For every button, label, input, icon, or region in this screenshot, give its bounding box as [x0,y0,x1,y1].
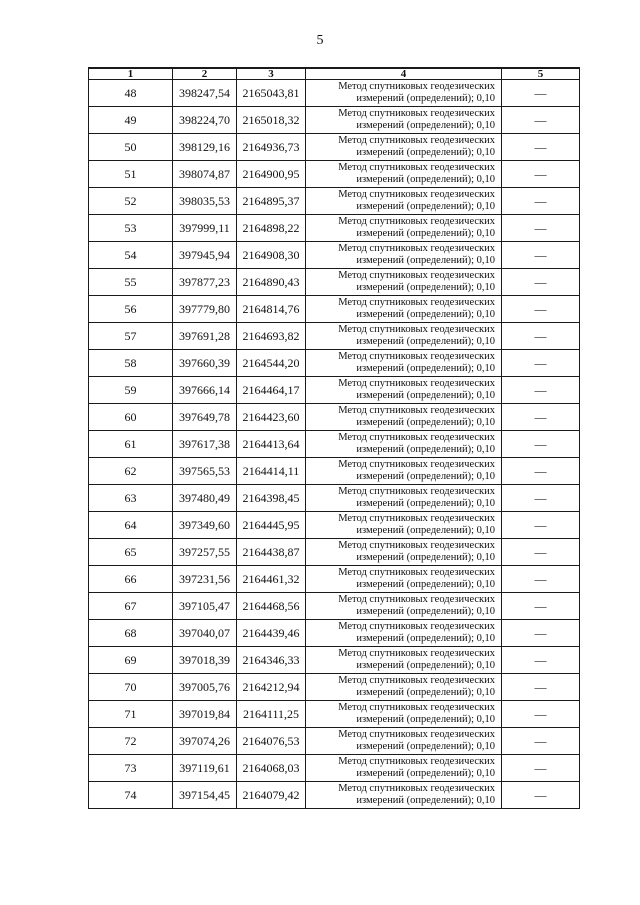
table-row [89,701,580,728]
extra-cell: — [502,701,580,728]
method-text-line: Метод спутниковых геодезических [338,377,495,389]
x-coordinate-cell: 397105,47 [173,593,237,620]
method-text-line: Метод спутниковых геодезических [338,620,495,632]
point-number-cell: 67 [89,593,173,620]
method-text-line: измерений (определений); 0,10 [356,525,495,536]
x-coordinate-cell: 397154,45 [173,782,237,809]
method-text-line: измерений (определений); 0,10 [356,687,495,698]
y-coordinate-cell: 2164439,46 [237,620,306,647]
method-text-line: измерений (определений); 0,10 [356,147,495,158]
method-text-line: измерений (определений); 0,10 [356,633,495,644]
x-coordinate-cell: 397666,14 [173,377,237,404]
extra-cell: — [502,431,580,458]
y-coordinate-cell: 2164346,33 [237,647,306,674]
method-cell [306,377,502,404]
x-coordinate-cell: 398074,87 [173,161,237,188]
table-row [89,485,580,512]
extra-cell: — [502,512,580,539]
extra-cell: — [502,728,580,755]
point-number-cell: 57 [89,323,173,350]
table-row [89,107,580,134]
point-number-cell: 58 [89,350,173,377]
column-header-3: 3 [237,68,306,80]
y-coordinate-cell: 2164900,95 [237,161,306,188]
table-row [89,458,580,485]
y-coordinate-cell: 2164895,37 [237,188,306,215]
method-text-line: измерений (определений); 0,10 [356,660,495,671]
point-number-cell: 70 [89,674,173,701]
extra-cell: — [502,134,580,161]
table-row [89,377,580,404]
point-number-cell: 48 [89,80,173,107]
x-coordinate-cell: 398247,54 [173,80,237,107]
y-coordinate-cell: 2164398,45 [237,485,306,512]
x-coordinate-cell: 397649,78 [173,404,237,431]
y-coordinate-cell: 2164076,53 [237,728,306,755]
method-text-line: измерений (определений); 0,10 [356,606,495,617]
method-cell [306,458,502,485]
extra-cell: — [502,323,580,350]
extra-cell: — [502,755,580,782]
method-cell [306,755,502,782]
point-number-cell: 68 [89,620,173,647]
method-text-line: Метод спутниковых геодезических [338,134,495,146]
method-text-line: измерений (определений); 0,10 [356,228,495,239]
extra-cell: — [502,350,580,377]
method-text-line: Метод спутниковых геодезических [338,593,495,605]
method-text-line: измерений (определений); 0,10 [356,363,495,374]
method-text-line: измерений (определений); 0,10 [356,255,495,266]
method-cell [306,215,502,242]
point-number-cell: 55 [89,269,173,296]
extra-cell: — [502,782,580,809]
y-coordinate-cell: 2164423,60 [237,404,306,431]
x-coordinate-cell: 397617,38 [173,431,237,458]
point-number-cell: 69 [89,647,173,674]
extra-cell: — [502,566,580,593]
method-text-line: Метод спутниковых геодезических [338,80,495,92]
point-number-cell: 49 [89,107,173,134]
table-row [89,647,580,674]
column-header-5: 5 [502,68,580,80]
method-text-line: измерений (определений); 0,10 [356,390,495,401]
method-cell [306,296,502,323]
method-cell [306,134,502,161]
x-coordinate-cell: 398224,70 [173,107,237,134]
method-cell [306,701,502,728]
extra-cell: — [502,80,580,107]
method-text-line: измерений (определений); 0,10 [356,471,495,482]
point-number-cell: 54 [89,242,173,269]
method-text-line: измерений (определений); 0,10 [356,741,495,752]
extra-cell: — [502,296,580,323]
y-coordinate-cell: 2164413,64 [237,431,306,458]
method-text-line: Метод спутниковых геодезических [338,512,495,524]
table-row [89,242,580,269]
x-coordinate-cell: 397119,61 [173,755,237,782]
table-row [89,593,580,620]
method-text-line: измерений (определений); 0,10 [356,579,495,590]
y-coordinate-cell: 2164414,11 [237,458,306,485]
method-text-line: Метод спутниковых геодезических [338,107,495,119]
y-coordinate-cell: 2165043,81 [237,80,306,107]
method-text-line: Метод спутниковых геодезических [338,323,495,335]
extra-cell: — [502,377,580,404]
method-cell [306,188,502,215]
point-number-cell: 63 [89,485,173,512]
x-coordinate-cell: 397018,39 [173,647,237,674]
y-coordinate-cell: 2164461,32 [237,566,306,593]
extra-cell: — [502,674,580,701]
table-row [89,269,580,296]
table-row [89,728,580,755]
point-number-cell: 65 [89,539,173,566]
y-coordinate-cell: 2165018,32 [237,107,306,134]
method-text-line: измерений (определений); 0,10 [356,93,495,104]
method-text-line: Метод спутниковых геодезических [338,350,495,362]
method-cell [306,80,502,107]
method-cell [306,323,502,350]
point-number-cell: 73 [89,755,173,782]
table-row [89,566,580,593]
method-text-line: измерений (определений); 0,10 [356,417,495,428]
method-cell [306,647,502,674]
point-number-cell: 59 [89,377,173,404]
coordinates-table [88,67,580,809]
point-number-cell: 74 [89,782,173,809]
column-header-4: 4 [306,68,502,80]
x-coordinate-cell: 397019,84 [173,701,237,728]
method-text-line: Метод спутниковых геодезических [338,215,495,227]
x-coordinate-cell: 397999,11 [173,215,237,242]
method-text-line: Метод спутниковых геодезических [338,458,495,470]
extra-cell: — [502,107,580,134]
table-row [89,161,580,188]
table-row [89,323,580,350]
x-coordinate-cell: 397257,55 [173,539,237,566]
extra-cell: — [502,404,580,431]
extra-cell: — [502,539,580,566]
method-cell [306,539,502,566]
method-cell [306,782,502,809]
method-text-line: измерений (определений); 0,10 [356,498,495,509]
method-text-line: Метод спутниковых геодезических [338,647,495,659]
y-coordinate-cell: 2164079,42 [237,782,306,809]
x-coordinate-cell: 397480,49 [173,485,237,512]
method-text-line: Метод спутниковых геодезических [338,485,495,497]
method-text-line: Метод спутниковых геодезических [338,404,495,416]
method-text-line: измерений (определений); 0,10 [356,174,495,185]
extra-cell: — [502,242,580,269]
extra-cell: — [502,458,580,485]
method-text-line: Метод спутниковых геодезических [338,431,495,443]
method-text-line: Метод спутниковых геодезических [338,161,495,173]
method-cell [306,728,502,755]
method-text-line: измерений (определений); 0,10 [356,309,495,320]
x-coordinate-cell: 398035,53 [173,188,237,215]
table-row [89,215,580,242]
y-coordinate-cell: 2164438,87 [237,539,306,566]
method-text-line: Метод спутниковых геодезических [338,296,495,308]
method-cell [306,431,502,458]
point-number-cell: 61 [89,431,173,458]
table-row [89,296,580,323]
method-text-line: Метод спутниковых геодезических [338,539,495,551]
x-coordinate-cell: 397005,76 [173,674,237,701]
y-coordinate-cell: 2164908,30 [237,242,306,269]
y-coordinate-cell: 2164464,17 [237,377,306,404]
extra-cell: — [502,485,580,512]
method-text-line: измерений (определений); 0,10 [356,201,495,212]
extra-cell: — [502,188,580,215]
point-number-cell: 66 [89,566,173,593]
x-coordinate-cell: 397349,60 [173,512,237,539]
point-number-cell: 50 [89,134,173,161]
x-coordinate-cell: 397877,23 [173,269,237,296]
x-coordinate-cell: 397040,07 [173,620,237,647]
method-text-line: Метод спутниковых геодезических [338,728,495,740]
y-coordinate-cell: 2164212,94 [237,674,306,701]
y-coordinate-cell: 2164890,43 [237,269,306,296]
point-number-cell: 71 [89,701,173,728]
y-coordinate-cell: 2164693,82 [237,323,306,350]
table-header-row [89,68,580,80]
table-row [89,620,580,647]
table-row [89,782,580,809]
column-header-1: 1 [89,68,173,80]
method-text-line: измерений (определений); 0,10 [356,336,495,347]
point-number-cell: 53 [89,215,173,242]
method-text-line: Метод спутниковых геодезических [338,242,495,254]
method-text-line: Метод спутниковых геодезических [338,782,495,794]
point-number-cell: 51 [89,161,173,188]
method-text-line: измерений (определений); 0,10 [356,795,495,806]
method-cell [306,593,502,620]
y-coordinate-cell: 2164068,03 [237,755,306,782]
method-text-line: измерений (определений); 0,10 [356,444,495,455]
x-coordinate-cell: 398129,16 [173,134,237,161]
method-text-line: Метод спутниковых геодезических [338,674,495,686]
y-coordinate-cell: 2164111,25 [237,701,306,728]
table-row [89,512,580,539]
x-coordinate-cell: 397565,53 [173,458,237,485]
point-number-cell: 60 [89,404,173,431]
method-cell [306,404,502,431]
method-text-line: измерений (определений); 0,10 [356,282,495,293]
y-coordinate-cell: 2164936,73 [237,134,306,161]
method-cell [306,269,502,296]
method-text-line: Метод спутниковых геодезических [338,269,495,281]
extra-cell: — [502,647,580,674]
method-cell [306,620,502,647]
table-body [89,80,580,809]
method-text-line: Метод спутниковых геодезических [338,566,495,578]
point-number-cell: 56 [89,296,173,323]
extra-cell: — [502,593,580,620]
x-coordinate-cell: 397945,94 [173,242,237,269]
x-coordinate-cell: 397074,26 [173,728,237,755]
method-cell [306,566,502,593]
table-row [89,80,580,107]
method-cell [306,485,502,512]
point-number-cell: 72 [89,728,173,755]
method-text-line: измерений (определений); 0,10 [356,768,495,779]
table-row [89,134,580,161]
method-text-line: измерений (определений); 0,10 [356,714,495,725]
method-cell [306,350,502,377]
extra-cell: — [502,161,580,188]
extra-cell: — [502,269,580,296]
x-coordinate-cell: 397691,28 [173,323,237,350]
method-text-line: Метод спутниковых геодезических [338,188,495,200]
y-coordinate-cell: 2164898,22 [237,215,306,242]
table-row [89,755,580,782]
extra-cell: — [502,215,580,242]
x-coordinate-cell: 397779,80 [173,296,237,323]
page-number: 5 [316,33,324,48]
table-row [89,188,580,215]
method-text-line: Метод спутниковых геодезических [338,755,495,767]
method-cell [306,242,502,269]
point-number-cell: 52 [89,188,173,215]
x-coordinate-cell: 397231,56 [173,566,237,593]
point-number-cell: 62 [89,458,173,485]
method-cell [306,512,502,539]
table-row [89,350,580,377]
y-coordinate-cell: 2164814,76 [237,296,306,323]
method-cell [306,107,502,134]
method-text-line: измерений (определений); 0,10 [356,120,495,131]
y-coordinate-cell: 2164468,56 [237,593,306,620]
column-header-2: 2 [173,68,237,80]
table-row [89,404,580,431]
table-row [89,539,580,566]
table-row [89,431,580,458]
method-cell [306,161,502,188]
method-text-line: Метод спутниковых геодезических [338,701,495,713]
x-coordinate-cell: 397660,39 [173,350,237,377]
method-cell [306,674,502,701]
point-number-cell: 64 [89,512,173,539]
y-coordinate-cell: 2164544,20 [237,350,306,377]
method-text-line: измерений (определений); 0,10 [356,552,495,563]
y-coordinate-cell: 2164445,95 [237,512,306,539]
extra-cell: — [502,620,580,647]
table-row [89,674,580,701]
